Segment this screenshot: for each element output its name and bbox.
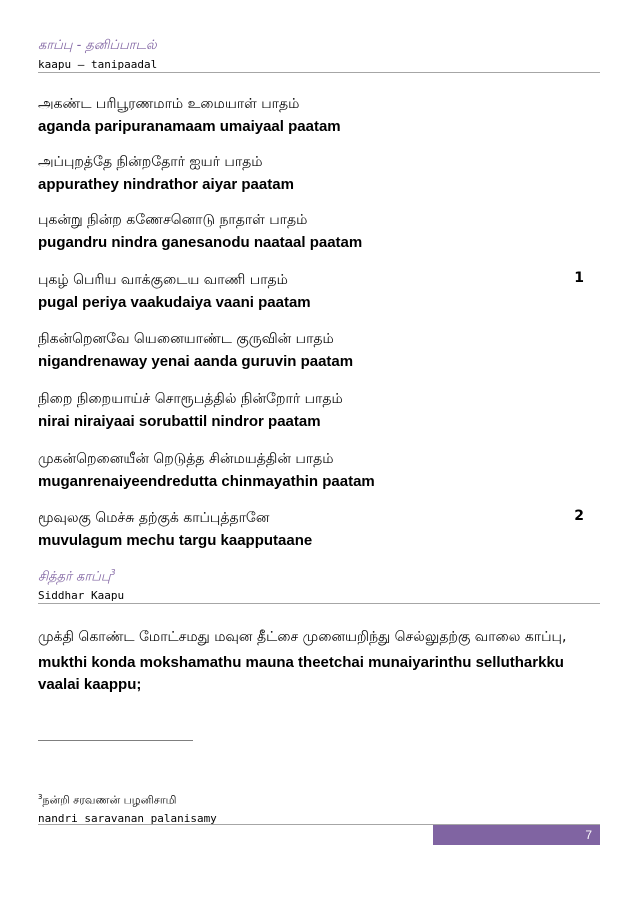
page-number: 7 bbox=[433, 825, 600, 845]
header-divider bbox=[38, 72, 600, 73]
verse-roman: pugandru nindra ganesanodu naataal paatam bbox=[38, 234, 363, 251]
verse-2 bbox=[38, 152, 598, 196]
verse-5 bbox=[38, 329, 598, 373]
paragraph-tamil: முக்தி கொண்ட மோட்சமது மவுன தீட்சை முனையறிந்து செல்லுதற்கு வாலை காப்பு, bbox=[38, 629, 567, 645]
section-divider bbox=[38, 603, 600, 604]
verse-roman: nirai niraiyaai sorubattil nindror paatam bbox=[38, 413, 321, 430]
verse-8 bbox=[38, 508, 598, 552]
verse-tamil: நிறை நிறையாய்ச் சொரூபத்தில் நின்றோர் பாதம் bbox=[38, 391, 343, 407]
verse-tamil: அப்புறத்தே நின்றதோர் ஐயர் பாதம் bbox=[38, 154, 263, 170]
verse-6 bbox=[38, 389, 598, 433]
paragraph-roman: mukthi konda mokshamathu mauna theetchai munaiyarinthu sellutharkku vaalai kaappu; bbox=[38, 654, 564, 693]
footnote-reference[interactable]: 3 bbox=[110, 568, 116, 577]
paragraph bbox=[38, 626, 598, 696]
footnote-tamil bbox=[38, 793, 176, 809]
footnote-tamil-text: நன்றி சரவணன் பழனிசாமி bbox=[42, 793, 177, 807]
footnote-separator bbox=[38, 740, 193, 741]
verse-number: 1 bbox=[574, 270, 584, 286]
verse-7 bbox=[38, 449, 598, 493]
verse-tamil: முகன்றெனையீன் றெடுத்த சின்மயத்தின் பாதம் bbox=[38, 451, 334, 467]
header-roman-title: kaapu – tanipaadal bbox=[38, 58, 158, 71]
footnote-roman: nandri saravanan palanisamy bbox=[38, 812, 217, 825]
verse-1 bbox=[38, 94, 598, 138]
verse-roman: aganda paripuranamaam umaiyaal paatam bbox=[38, 118, 341, 135]
verse-roman: pugal periya vaakudaiya vaani paatam bbox=[38, 294, 311, 311]
header-tamil-title: காப்பு - தனிப்பாடல் bbox=[38, 38, 157, 53]
verse-roman: nigandrenaway yenai aanda guruvin paatam bbox=[38, 353, 354, 370]
verse-roman: muganrenaiyeendredutta chinmayathin paatam bbox=[38, 473, 375, 490]
section-tamil-title bbox=[38, 568, 116, 585]
verse-tamil: அகண்ட பரிபூரணமாம் உமையாள் பாதம் bbox=[38, 96, 300, 112]
verse-3 bbox=[38, 210, 598, 254]
verse-roman: muvulagum mechu targu kaapputaane bbox=[38, 532, 313, 549]
section-roman-title: Siddhar Kaapu bbox=[38, 589, 125, 602]
verse-tamil: மூவுலகு மெச்சு தற்குக் காப்புத்தானே bbox=[38, 510, 270, 526]
verse-4 bbox=[38, 270, 598, 314]
verse-tamil: புகன்று நின்ற கணேசனொடு நாதாள் பாதம் bbox=[38, 212, 308, 228]
footnote-mark: 3 bbox=[38, 793, 43, 801]
verse-number: 2 bbox=[574, 508, 584, 524]
verse-roman: appurathey nindrathor aiyar paatam bbox=[38, 176, 294, 193]
section-title-text: சித்தர் காப்பு bbox=[38, 569, 111, 585]
verse-tamil: நிகன்றெனவே யெனையாண்ட குருவின் பாதம் bbox=[38, 331, 334, 347]
verse-tamil: புகழ் பெரிய வாக்குடைய வாணி பாதம் bbox=[38, 272, 288, 288]
